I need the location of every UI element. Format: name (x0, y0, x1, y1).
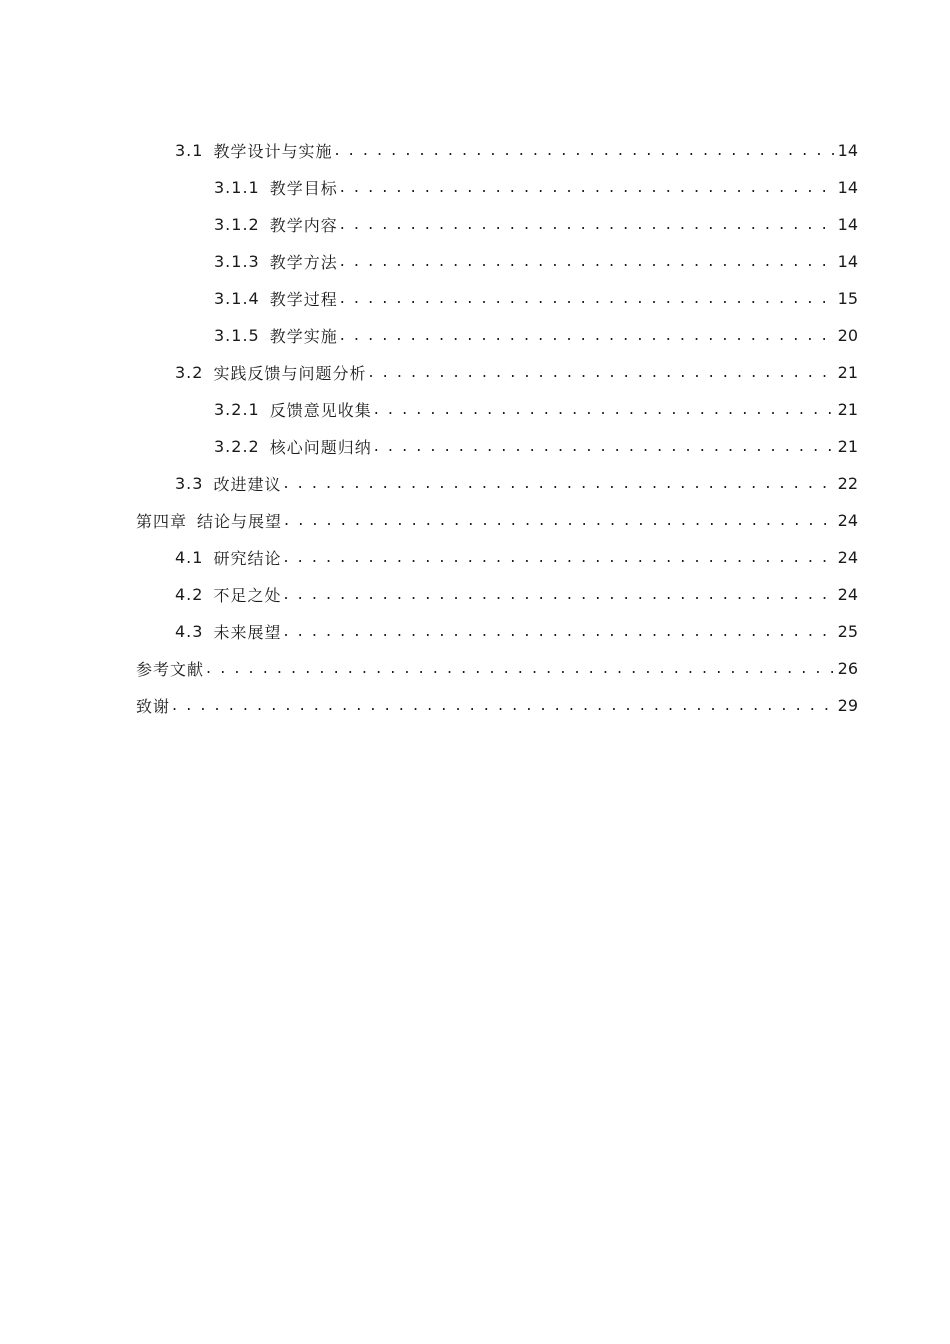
toc-entry-title: 核心问题归纳 (269, 437, 372, 457)
toc-entry[interactable] (214, 169, 858, 205)
toc-entry-number: 3.3 (175, 473, 204, 493)
toc-entry-page: 26 (837, 658, 858, 678)
toc-entry[interactable] (214, 243, 858, 279)
toc-entry-title: 参考文献 (136, 659, 205, 679)
toc-entry-page: 21 (837, 436, 858, 456)
toc-entry-page: 20 (837, 325, 858, 345)
toc-entry-page: 24 (837, 547, 858, 567)
toc-entry-page: 14 (837, 177, 858, 197)
toc-entry[interactable] (214, 280, 858, 316)
toc-entry-number: 3.1.5 (214, 325, 260, 345)
toc-entry-number: 3.1.3 (214, 251, 260, 271)
toc-entry-title: 结论与展望 (197, 511, 283, 531)
toc-entry-title: 致谢 (136, 696, 171, 716)
toc-entry-number: 第四章 (136, 511, 188, 531)
toc-entry-title: 教学设计与实施 (213, 141, 333, 161)
toc-dot-leader (334, 140, 833, 160)
toc-dot-leader (340, 251, 834, 271)
toc-entry[interactable] (175, 613, 858, 649)
toc-entry-number: 3.1 (175, 140, 204, 160)
toc-entry-title: 反馈意见收集 (269, 400, 372, 420)
toc-entry[interactable] (136, 687, 858, 723)
toc-dot-leader (374, 399, 834, 419)
toc-entry-title: 教学内容 (269, 215, 338, 235)
toc-dot-leader (368, 362, 833, 382)
toc-dot-leader (284, 510, 834, 530)
toc-entry-number: 3.1.4 (214, 288, 260, 308)
toc-entry-page: 14 (837, 214, 858, 234)
toc-entry[interactable] (175, 539, 858, 575)
toc-entry-page: 29 (837, 695, 858, 715)
toc-dot-leader (340, 325, 834, 345)
toc-entry-title: 教学方法 (269, 252, 338, 272)
toc-entry-title: 教学目标 (269, 178, 338, 198)
toc-entry-page: 25 (837, 621, 858, 641)
toc-entry-number: 3.2.2 (214, 436, 260, 456)
toc-entry-title: 不足之处 (213, 585, 282, 605)
toc-entry-title: 改进建议 (213, 474, 282, 494)
toc-dot-leader (340, 177, 834, 197)
toc-dot-leader (206, 658, 834, 678)
toc-entry-title: 研究结论 (213, 548, 282, 568)
toc-entry-title: 教学过程 (269, 289, 338, 309)
toc-dot-leader (283, 621, 833, 641)
toc-entry-number: 3.2.1 (214, 399, 260, 419)
toc-entry-number: 3.1.1 (214, 177, 260, 197)
toc-entry[interactable] (214, 428, 858, 464)
toc-entry-title: 实践反馈与问题分析 (213, 363, 367, 383)
toc-entry-page: 24 (837, 584, 858, 604)
toc-dot-leader (283, 473, 833, 493)
toc-entry-number: 4.3 (175, 621, 204, 641)
toc-entry-page: 14 (837, 251, 858, 271)
toc-entry-page: 14 (837, 140, 858, 160)
toc-entry[interactable] (214, 391, 858, 427)
toc-dot-leader (374, 436, 834, 456)
toc-entry-number: 3.2 (175, 362, 204, 382)
toc-entry-title: 未来展望 (213, 622, 282, 642)
toc-entry[interactable] (214, 206, 858, 242)
toc-entry[interactable] (175, 132, 858, 168)
toc-entry-page: 22 (837, 473, 858, 493)
toc-entry[interactable] (175, 465, 858, 501)
toc-entry-page: 15 (837, 288, 858, 308)
toc-entry-number: 4.2 (175, 584, 204, 604)
toc-entry[interactable] (175, 576, 858, 612)
toc-dot-leader (340, 288, 834, 308)
toc-entry[interactable] (214, 317, 858, 353)
toc-entry-page: 21 (837, 362, 858, 382)
toc-dot-leader (283, 547, 833, 567)
toc-entry[interactable] (175, 354, 858, 390)
toc-entry[interactable] (136, 650, 858, 686)
toc-entry-number: 4.1 (175, 547, 204, 567)
toc-entry[interactable] (136, 502, 858, 538)
toc-entry-page: 21 (837, 399, 858, 419)
toc-dot-leader (283, 584, 833, 604)
toc-dot-leader (340, 214, 834, 234)
toc-dot-leader (172, 695, 834, 715)
toc-entry-page: 24 (837, 510, 858, 530)
toc-entry-number: 3.1.2 (214, 214, 260, 234)
toc-entry-title: 教学实施 (269, 326, 338, 346)
